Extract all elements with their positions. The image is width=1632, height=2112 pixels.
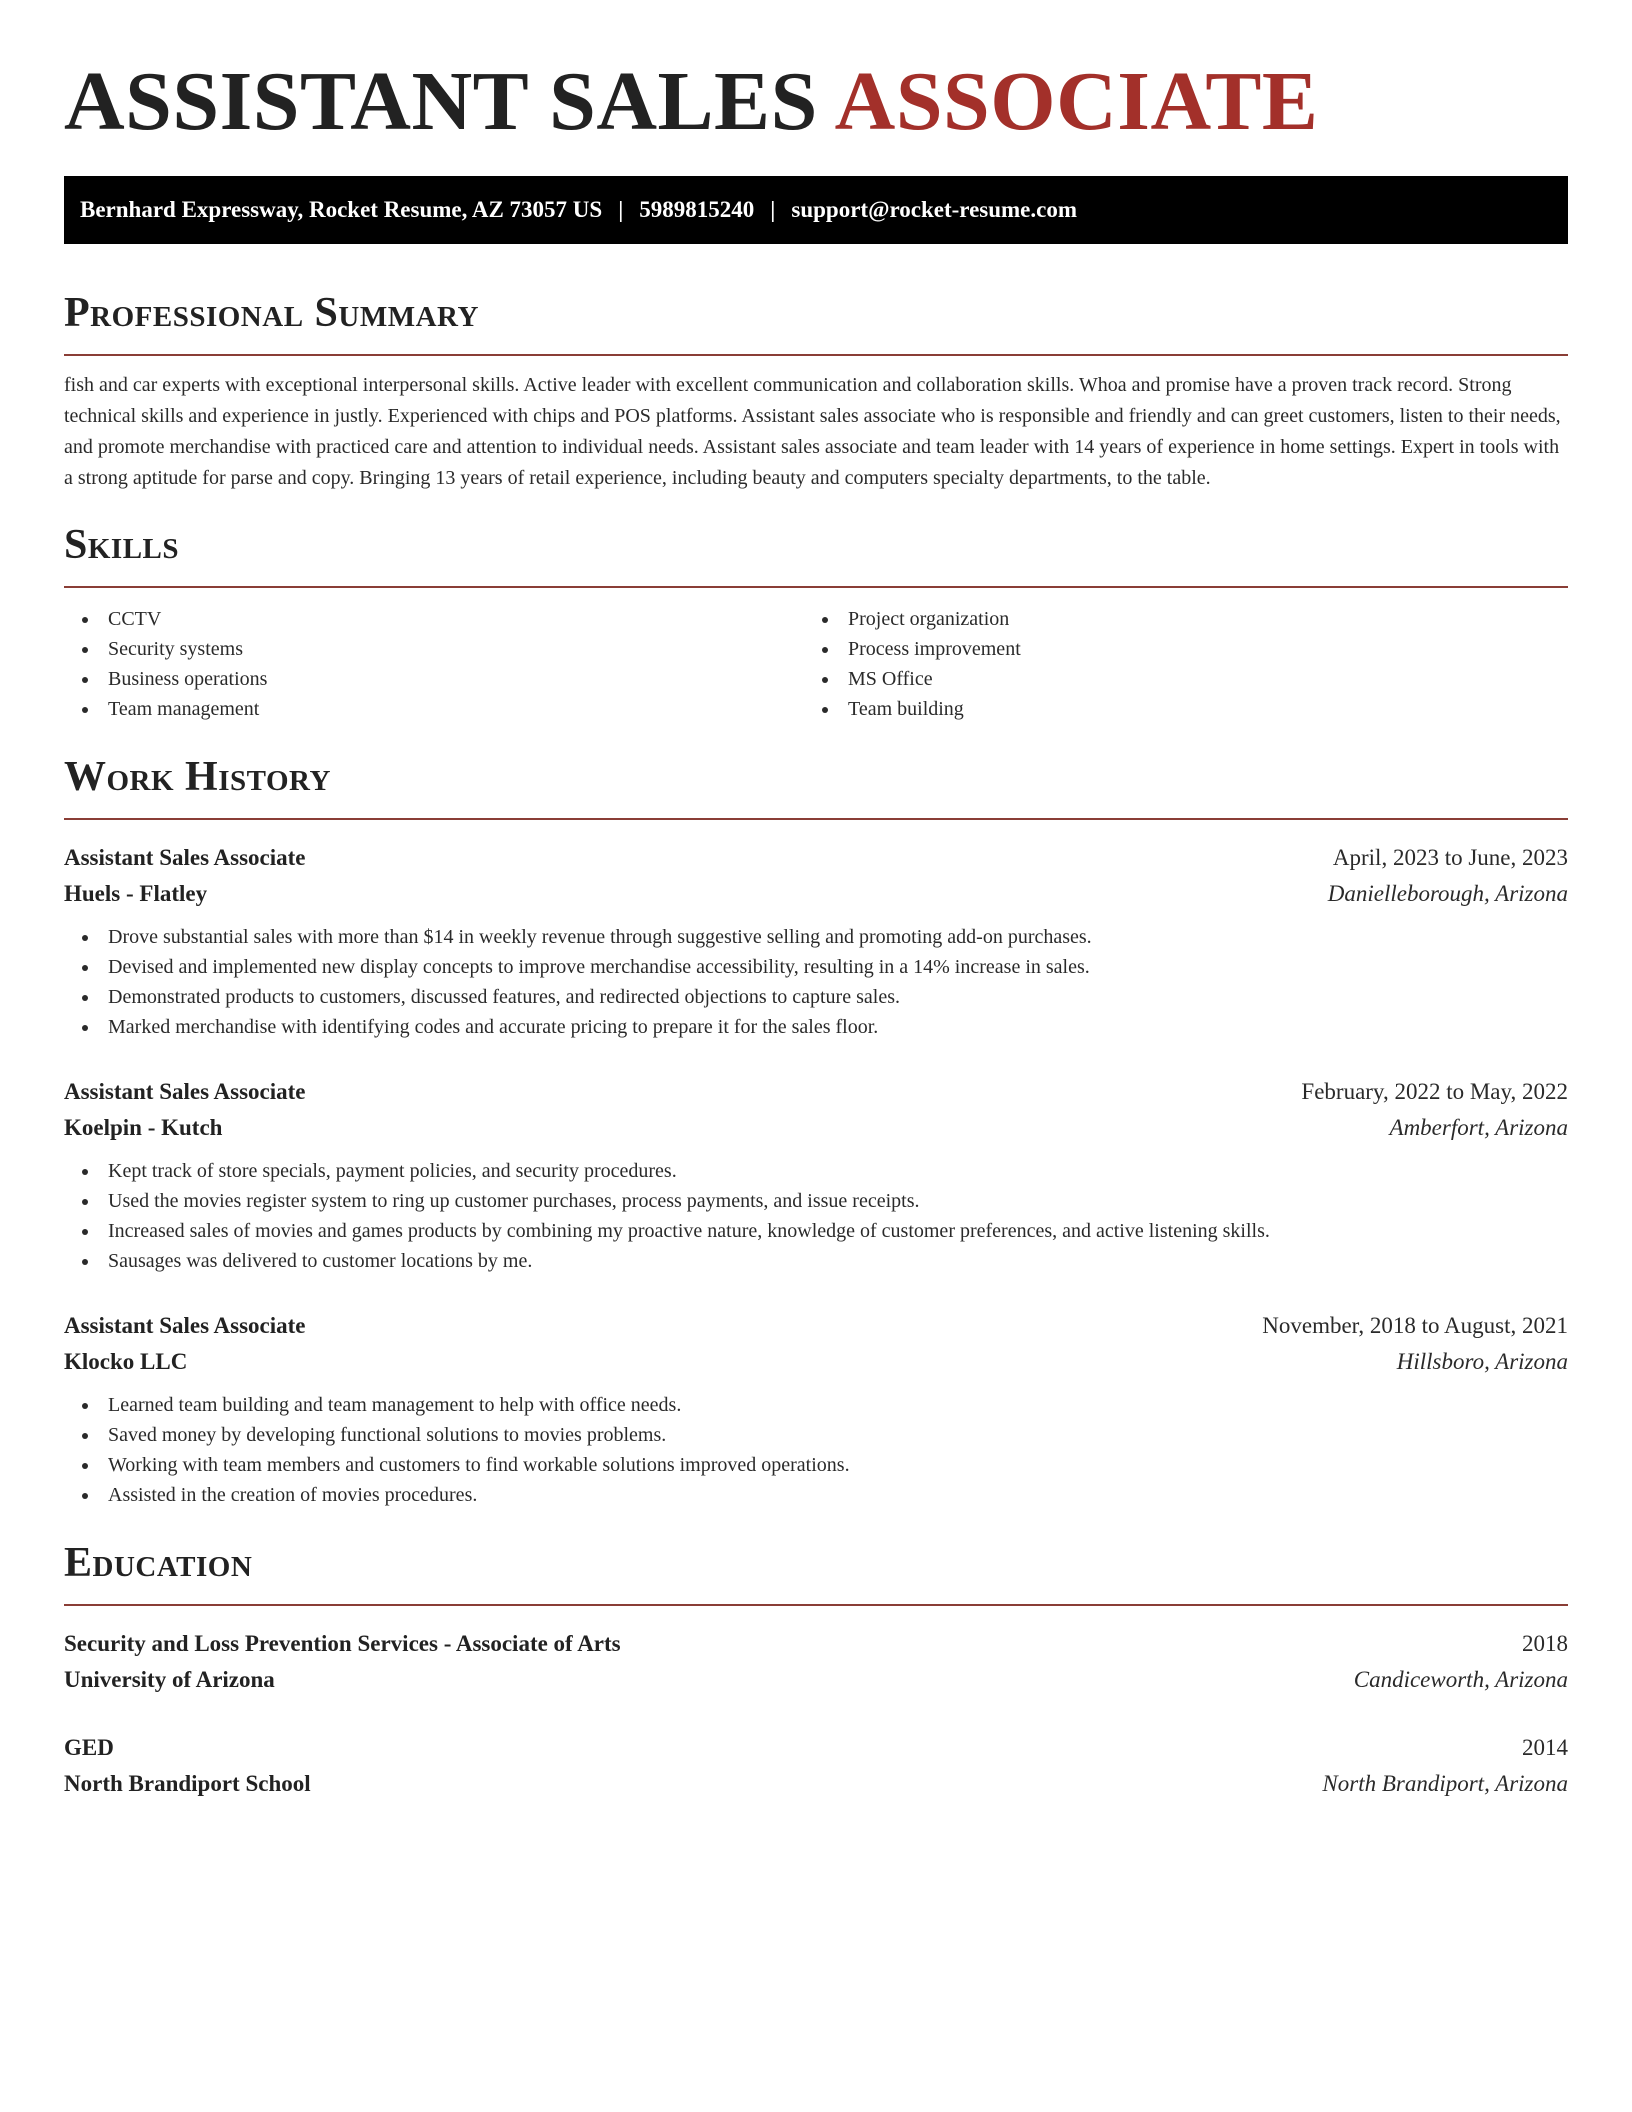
section-divider xyxy=(64,1604,1568,1606)
skills-column-right xyxy=(804,604,1544,724)
education-heading: Education xyxy=(64,1540,253,1586)
education-degree: Security and Loss Prevention Services - Associate of Arts xyxy=(64,1631,621,1656)
skill-item: Project organization xyxy=(804,604,1544,634)
skills-section xyxy=(64,520,1568,724)
job-bullet: Used the movies register system to ring up customer purchases, process payments, and issue receipts. xyxy=(64,1186,1568,1216)
education-school: University of Arizona xyxy=(64,1667,275,1692)
job-bullets xyxy=(64,1390,1568,1510)
contact-phone: 5989815240 xyxy=(639,197,755,222)
contact-separator: | xyxy=(770,197,776,222)
contact-separator: | xyxy=(618,197,624,222)
education-section xyxy=(64,1538,1568,1802)
education-entry xyxy=(64,1626,1568,1698)
job-bullets xyxy=(64,922,1568,1042)
skill-item: Business operations xyxy=(64,664,804,694)
resume-title xyxy=(64,0,1568,148)
job-bullet: Kept track of store specials, payment policies, and security procedures. xyxy=(64,1156,1568,1186)
job-company: Klocko LLC xyxy=(64,1349,188,1374)
contact-bar xyxy=(64,176,1568,244)
job-location: Danielleborough, Arizona xyxy=(1327,881,1568,906)
education-entry xyxy=(64,1730,1568,1802)
skills-column-left xyxy=(64,604,804,724)
job-title: Assistant Sales Associate xyxy=(64,1313,306,1338)
education-school: North Brandiport School xyxy=(64,1771,311,1796)
education-location: North Brandiport, Arizona xyxy=(1322,1771,1568,1796)
job-bullet: Demonstrated products to customers, discussed features, and redirected objections to capture sales. xyxy=(64,982,1568,1012)
skills-heading: Skills xyxy=(64,522,180,568)
job-bullets xyxy=(64,1156,1568,1276)
job-company: Koelpin - Kutch xyxy=(64,1115,223,1140)
skill-item: Team building xyxy=(804,694,1544,724)
skill-item: Security systems xyxy=(64,634,804,664)
section-divider xyxy=(64,586,1568,588)
work-history-section xyxy=(64,752,1568,1510)
job-entry xyxy=(64,840,1568,1042)
job-dates: April, 2023 to June, 2023 xyxy=(1332,845,1568,870)
job-entry xyxy=(64,1308,1568,1510)
job-location: Amberfort, Arizona xyxy=(1389,1115,1568,1140)
skill-item: Process improvement xyxy=(804,634,1544,664)
job-bullet: Saved money by developing functional solutions to movies problems. xyxy=(64,1420,1568,1450)
education-year: 2014 xyxy=(1522,1735,1568,1760)
summary-section xyxy=(64,288,1568,494)
job-bullet: Marked merchandise with identifying codes and accurate pricing to prepare it for the sales floor. xyxy=(64,1012,1568,1042)
contact-email: support@rocket-resume.com xyxy=(791,197,1078,222)
education-year: 2018 xyxy=(1522,1631,1568,1656)
skill-item: CCTV xyxy=(64,604,804,634)
job-bullet: Sausages was delivered to customer locations by me. xyxy=(64,1246,1568,1276)
job-company: Huels - Flatley xyxy=(64,881,208,906)
summary-heading: Professional Summary xyxy=(64,290,479,336)
job-bullet: Assisted in the creation of movies procedures. xyxy=(64,1480,1568,1510)
education-location: Candiceworth, Arizona xyxy=(1353,1667,1568,1692)
job-title: Assistant Sales Associate xyxy=(64,845,306,870)
contact-address: Bernhard Expressway, Rocket Resume, AZ 73057 US xyxy=(80,197,603,222)
job-bullet: Devised and implemented new display concepts to improve merchandise accessibility, resulting in a 14% increase in sales. xyxy=(64,952,1568,982)
title-role-accent: ASSOCIATE xyxy=(834,55,1319,148)
job-bullet: Working with team members and customers to find workable solutions improved operations. xyxy=(64,1450,1568,1480)
skill-item: Team management xyxy=(64,694,804,724)
skills-list xyxy=(64,604,1568,724)
job-location: Hillsboro, Arizona xyxy=(1396,1349,1568,1374)
section-divider xyxy=(64,818,1568,820)
job-bullet: Increased sales of movies and games products by combining my proactive nature, knowledge of customer preferences, and active listening skills. xyxy=(64,1216,1568,1246)
education-degree: GED xyxy=(64,1735,114,1760)
job-dates: November, 2018 to August, 2021 xyxy=(1262,1313,1568,1338)
job-dates: February, 2022 to May, 2022 xyxy=(1301,1079,1568,1104)
section-divider xyxy=(64,354,1568,356)
summary-text: fish and car experts with exceptional interpersonal skills. Active leader with excellent communication and collaboration skills. Whoa and promise have a proven track record. Strong technical skills and experience in justly. Experienced with chips and POS platforms. Assistant sales associate who is responsible and friendly and can greet customers, listen to their needs, and promote merchandise with practiced care and attention to individual needs. Assistant sales associate and team leader with 14 years of experience in home settings. Expert in tools with a strong aptitude for parse and copy. Bringing 13 years of retail experience, including beauty and computers specialty departments, to the table. xyxy=(64,374,1561,489)
title-role: ASSISTANT SALES xyxy=(64,55,818,148)
job-title: Assistant Sales Associate xyxy=(64,1079,306,1104)
skill-item: MS Office xyxy=(804,664,1544,694)
job-bullet: Drove substantial sales with more than $14 in weekly revenue through suggestive selling and promoting add-on purchases. xyxy=(64,922,1568,952)
job-entry xyxy=(64,1074,1568,1276)
job-bullet: Learned team building and team management to help with office needs. xyxy=(64,1390,1568,1420)
work-history-heading: Work History xyxy=(64,754,331,800)
